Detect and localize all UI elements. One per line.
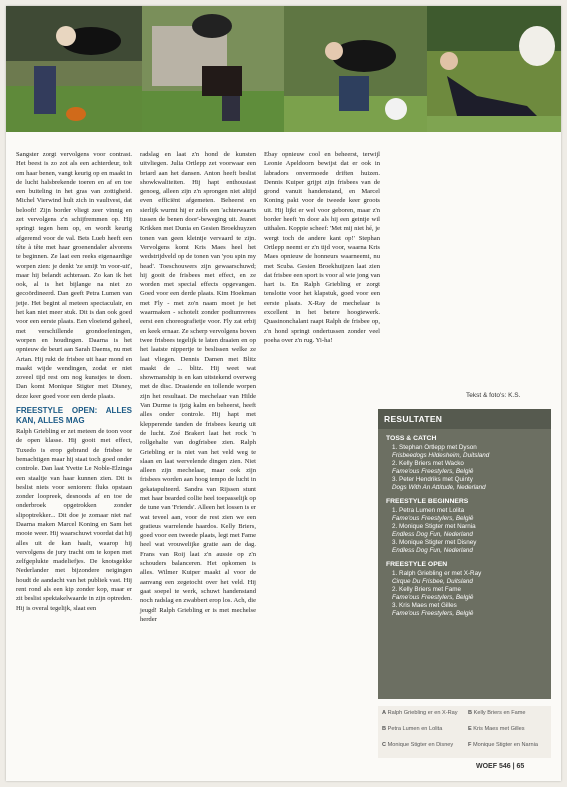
caption-item: B Petra Lumen en Lolita — [382, 726, 443, 732]
result-handler: Monique Stigter met Disney — [399, 539, 477, 546]
results-entry — [392, 460, 543, 476]
results-entry — [392, 570, 543, 586]
results-category: TOSS & CATCH — [386, 435, 437, 442]
result-handler: Kelly Briers met Fame — [399, 586, 461, 593]
result-club: Fame'ous Freestylers, België — [392, 610, 474, 617]
caption-item: F Monique Stigter en Narnia — [468, 742, 538, 748]
result-rank: 3. — [392, 476, 398, 483]
results-entry — [392, 476, 543, 492]
photo-d-image — [427, 6, 561, 132]
article-paragraph: Ralph Griebling er zet meteen de toon voor de open klasse. Hij gooit met effect, Tuxedo is erop gebrand de frisbee te bemachtigen maar hij staat toch goed onder controle. Dan laat Yvette Le Noble-Elzinga een staaltje van haar kunnen zien. Dit is beslist niets voor senioren: fluks opstaan zonder loopreek, desnoods af en toe de onderbroek opgetrokken zonder slipoptrekker... Dit doe je zomaar niet na! Daarna maken Marcel Koning en Sam het mooie weer. Hij waarschuwt voordat dat hij alles uit de kan haalt, waarop hij vervolgens de jury tracht om te kopen met zelfgeplukte madeliefjes. De knotsgekke Nederlander met bijzondere neigingen houdt de aandacht van het publiek vast. Hij rent rond als een kip zonder kop, maar er zit beslist spektakelwaarde in zijn optreden. Hij is overal tegelijk, slaat een — [16, 428, 132, 612]
result-handler: Peter Hendriks met Quinty — [399, 476, 473, 483]
result-rank: 1. — [392, 570, 398, 577]
article-column-2 — [140, 150, 256, 626]
caption-item: A Ralph Griebling er en X-Ray — [382, 710, 458, 716]
article-paragraph: radslag en laat z'n hond de kunsten uitvliegen. Julia Ortlepp zet voorwaar een briard aan het dansen. Anton heeft beslist showkwaliteiten. Hij hapt enthousiast genoeg, alleen zijn z'n sprongen niet altijd even efficiënt afgemeten. Beheerst en sierlijk wurmt hij er zelfs een 'achterwaarts tussen de benen door'-beweging uit. Jeanet Krikken met Dunia en Gesien Broekhuyzen tonen van geen kleintje vervaard te zijn. Vervolgens komt Kris Maes heel het wedstrijdveld op de tonen van 'you spin my head'. Toeschouwers zijn gewaarschuwd; hij gooit de frisbees met effect, en ze worden met special effects opgevangen. Goed voor een derde plaats. Kim Hoekman met Fly - met zo'n naam moet je het waarmaken - schotelt zonder podiumvrees eerst een choreografietje voor. Fly zat erbij en keek ernaar. Ze scherp vervolgens boven twee frisbees tegelijk te laten draaien en op het laatste nippertje te beslissen welke ze laat vliegen. Dennis Damen met Blitz maakt de ... blitz. Hij weet wat showmanship is en kan uitstekend overweg met de disc. Draaiende en tollende worpen zijn het resultaat. De mechelaar van Hilde Van Durme is ijzig kalm en beheerst, heeft alles onder controle. Hij hapt met klepperende tanden de frisbees keurig uit de lucht. Zoé Brakert laat het rock 'n rollgehalte van dogfrisbee zien. Ralph Griebling er is niet van het veld weg te slaan en laat wervelende dingen zien. Niet alleen zijn mechelaar, maar ook zijn frisbees worden aan hoog tempo de lucht in gekatapulteerd. Sandra van Rijssen stunt met haar bearded collie heel toepasselijk op de tune van 'Friends'. Alleen het lossen is er wat teveel aan, voor de rest zien we een gratieus warrelende haardos. Kelly Briers, goed voor een tweede plaats, legt met Fame heel wat vrouwelijke gratie aan de dag. Frans van Roij laat z'n aussie op z'n schouders balanceren. Het opkomen is alles. Wilmer Kuiper maakt al voor de aanvang een zegetocht over het veld. Hij gaat soepel te werk, schuwt handenstand noch radslag en zwabbert erop los. Ach, die jeugd! Ralph Griebling er is met mechelse herder — [140, 151, 256, 623]
photo-strip — [6, 6, 561, 132]
photo-b-image — [142, 6, 284, 132]
page-footer: WOEF 546 | 65 — [476, 763, 525, 770]
result-club: Fame'ous Freestylers, België — [392, 468, 474, 475]
results-entry — [392, 523, 543, 539]
result-club: Fame'ous Freestylers, België — [392, 515, 474, 522]
article-paragraph: Ebay opnieuw cool en beheerst, terwijl Leonie Apeldoorn bewijst dat er ook in labradors onvermoede driften huizen. Dennis Kuiper grijpt zijn frisbees van de grond vanuit handenstand, en Marcel Koning pakt voor de tweede keer groots uit. Hij lijkt er wel voor geboren, maar z'n border heeft 'm door als hij een geintje wil uithalen. Koppie scheef: 'Met mij niet hé, je wergt toch de andere kant op!' Stephan Ortlepp neemt er z'n tijd voor, waarna Kris Maes opnieuw de honneurs waarneemt, nu met Scuba. Gesien Broekhuijzen laat zien dat frisbee een sport is voor al wie jong van hart is. En Ralph Griebling er zorgt tenslotte voor het klapstuk, goed voor een eerste plaats. X-Ray de mechelaar is excellent in het betere hoogtewerk. Quasinonchalant raapt Ralph de frisbee op, z'n hond springt ondertussen zonder veel poeha over z'n rug. Yi-ha! — [264, 151, 380, 344]
section-heading: FREESTYLE OPEN: ALLES KAN, ALLES MAG — [16, 406, 132, 425]
photo-c-image — [284, 6, 427, 132]
page-number: 65 — [516, 763, 525, 770]
results-list — [378, 435, 551, 618]
magazine-issue: WOEF 546 — [476, 763, 511, 770]
result-rank: 1. — [392, 507, 398, 514]
results-entry — [392, 602, 543, 618]
photo-b — [142, 6, 284, 132]
photo-a-image — [6, 6, 142, 132]
result-handler: Stephan Ortlepp met Dyson — [399, 444, 477, 451]
result-club: Frisbeedogs Hildesheim, Duitsland — [392, 452, 490, 459]
result-club: Dogs With An Attitude, Nederland — [392, 484, 486, 491]
article-body — [16, 150, 381, 750]
results-entry — [392, 507, 543, 523]
results-box — [378, 409, 551, 699]
magazine-page — [6, 6, 561, 781]
result-handler: Ralph Griebling er met X-Ray — [399, 570, 482, 577]
caption-item: C Monique Stigter en Disney — [382, 742, 454, 748]
results-title: RESULTATEN — [378, 409, 551, 429]
photo-a — [6, 6, 142, 132]
result-rank: 2. — [392, 460, 398, 467]
results-entry — [392, 586, 543, 602]
result-rank: 3. — [392, 539, 398, 546]
caption-item: B Kelly Briers en Fame — [468, 710, 526, 716]
result-rank: 3. — [392, 602, 398, 609]
result-rank: 2. — [392, 586, 398, 593]
results-category: FREESTYLE OPEN — [386, 561, 448, 568]
result-club: Cirque Du Frisbee, Duitsland — [392, 578, 473, 585]
result-club: Endless Dog Fun, Nederland — [392, 531, 473, 538]
result-rank: 1. — [392, 444, 398, 451]
results-entry — [392, 539, 543, 555]
result-rank: 2. — [392, 523, 398, 530]
caption-item: E Kris Maes met Gilles — [468, 726, 525, 732]
article-column-1 — [16, 150, 132, 615]
result-club: Fame'ous Freestylers, België — [392, 594, 474, 601]
result-club: Endless Dog Fun, Nederland — [392, 547, 473, 554]
result-handler: Monique Stigter met Narnia — [399, 523, 476, 530]
photo-captions — [378, 706, 551, 758]
result-handler: Kelly Briers met Wacko — [399, 460, 464, 467]
photo-credit: Tekst & foto's: K.S. — [466, 392, 521, 399]
result-handler: Petra Lumen met Lolita — [399, 507, 465, 514]
results-category: FREESTYLE BEGINNERS — [386, 498, 469, 505]
result-handler: Kris Maes met Gilles — [399, 602, 457, 609]
article-paragraph: Sangster zorgt vervolgens voor contrast. Het beest is zo zot als een achterdeur, tolt om haar benen, vangt keurig op en maakt in de lucht halsbrekende toeren en af en toe een buiteling in het gras van zottigheid. Michel Vierwind hult zich in vaultvest, dat belooft! Zijn border vliegt zeer vinnig en zet vervolgens z'n schijfremmen op. Hij springt tegen hem op, en wordt keurig afgeremd voor de val. Bets Lueb heeft een tête à tête met haar groenendaler alvorens te beginnen. Ze laat een reeks eigenaardige worpen zien: je denkt 'ze smijt 'm voor-uit', maar hij belandt achteraan. Zo kan ik het ook, al is het bijlange na niet zo gecoördineerd. Dan geeft Petra Lumen van jetje. Het begint al meteen spectaculair, en het kan niet meer stuk. Dit is dan ook goed voor een eerste plaats. Een vloeiend geheel, met verschillende grondoefeningen, worpen en houdingen. Daarna is het opnieuw de beurt aan Sarah Daems, nu met Artan. Hij rukt de frisbee uit haar mond en maakt wijde wendingen, zodat er niet zoveel tijd rest om nog kunstjes te doen. Dan komt Monique Stigter met Disney, deze keer goed voor een derde plaats. — [16, 151, 132, 400]
photo-c — [284, 6, 427, 132]
article-column-3 — [264, 150, 380, 347]
results-entry — [392, 444, 543, 460]
photo-d — [427, 6, 561, 132]
